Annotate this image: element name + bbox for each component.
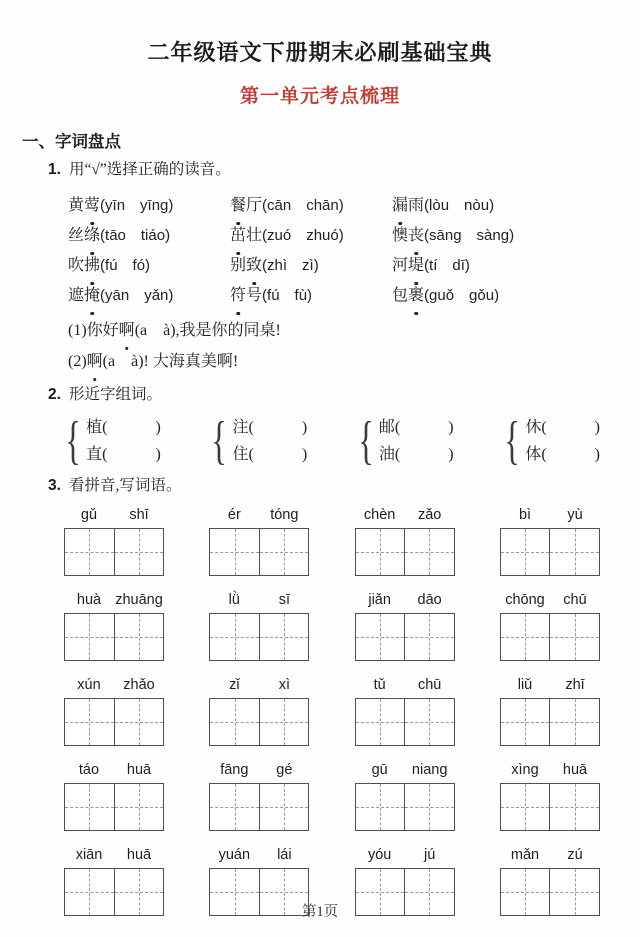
word-characters: 河堤 [392,257,424,274]
word-characters: 符号 [230,287,262,304]
pronunciation-item [392,251,610,281]
pinyin-options: (yān yǎn) [100,287,174,304]
pinyin-options: (zuó zhuó) [262,227,344,244]
pinyin-grid-group [500,507,600,576]
character-writing-grid [500,613,600,661]
pinyin-grid-group [209,592,309,661]
pinyin-label: gū niang [371,762,448,778]
pinyin-label: zǐ xì [229,677,290,693]
example-sentences [68,315,640,377]
pronunciation-item [392,221,610,251]
pronunciation-item [392,281,610,311]
pronunciation-item [230,191,392,221]
pinyin-label: lǜ sī [228,592,290,608]
word-characters: 餐厅 [230,197,262,214]
pronunciation-item [392,191,610,221]
question3-prompt-line [48,475,640,497]
character-writing-grid [500,783,600,831]
pinyin-options: (fú fù) [262,287,313,304]
pinyin-grid-group [209,507,309,576]
pinyin-grid-row [64,762,600,831]
word-blank: 注( ) [232,419,308,436]
word-characters: 遮掩 [68,287,100,304]
brace-group [355,411,454,470]
pronunciation-item [68,191,230,221]
pinyin-grid-group [64,762,164,831]
pinyin-grid-row [64,507,600,576]
pinyin-label: fāng gé [220,762,293,778]
pinyin-label: liǔ zhī [517,677,585,693]
character-writing-grid [355,528,455,576]
pinyin-label: chōng chū [505,592,587,608]
pronunciation-item [230,281,392,311]
pinyin-grid-group [500,677,600,746]
pinyin-label: táo huā [78,762,152,778]
section-heading: 一、字词盘点 [22,133,121,151]
pronunciation-item [68,251,230,281]
brace-group [501,411,600,470]
character-writing-grid [355,613,455,661]
character-writing-grid [355,783,455,831]
word-characters: 漏雨 [392,197,424,214]
question2-prompt: 形近字组词。 [68,386,162,403]
word-blank: 休( ) [525,419,600,436]
pronunciation-items [68,191,610,311]
pinyin-options: (guǒ gǒu) [424,287,500,304]
pinyin-grid-group [355,507,455,576]
pinyin-label: gǔ shī [80,507,149,523]
question2-number: 2. [48,386,61,403]
word-characters: 茁壮 [230,227,262,244]
pinyin-label: jiǎn dāo [368,592,442,608]
question1-number: 1. [48,161,61,178]
pinyin-label: huà zhuāng [76,592,163,608]
word-blank: 住( ) [232,446,308,463]
character-writing-grid [209,528,309,576]
word-characters: 吹拂 [68,257,100,274]
pinyin-grid-group [64,677,164,746]
word-characters: 懊丧 [392,227,424,244]
question2-prompt-line [48,384,640,406]
page-subtitle: 第一单元考点梳理 [239,86,400,107]
character-writing-grid [209,783,309,831]
pinyin-grid-group [64,507,164,576]
pronunciation-item [230,251,392,281]
word-characters: 别致 [230,257,262,274]
pronunciation-item [68,281,230,311]
pinyin-options: (sāng sàng) [424,227,515,244]
word-blank: 体( ) [525,446,600,463]
page-number: 第1页 [301,904,339,920]
word-characters: 丝绦 [68,227,100,244]
brace-glyph: { [65,411,81,470]
pronunciation-item [230,221,392,251]
pinyin-grid-group [64,592,164,661]
brace-glyph: { [358,411,374,470]
brace-group [62,411,161,470]
pinyin-options: (zhì zì) [262,257,319,274]
sentence-1: (1)你好啊(a à),我是你的同桌! [68,315,640,346]
question1-prompt: 用“√”选择正确的读音。 [68,161,231,178]
character-writing-grid [64,528,164,576]
character-writing-grid [64,698,164,746]
brace-group [208,411,308,470]
pronunciation-item [68,221,230,251]
pinyin-label: bì yù [518,507,583,523]
pinyin-label: tǔ chū [373,677,442,693]
brace-glyph: { [504,411,520,470]
pinyin-options: (fú fó) [100,257,151,274]
pinyin-grid-group [209,677,309,746]
pinyin-options: (yīn yīng) [100,197,174,214]
pinyin-grid-group [355,592,455,661]
character-writing-grid [500,698,600,746]
character-writing-grid [355,698,455,746]
word-blank: 直( ) [86,446,161,463]
word-characters: 黄莺 [68,197,100,214]
word-characters: 包裹 [392,287,424,304]
word-blank: 油( ) [378,446,454,463]
pinyin-grid-row [64,592,600,661]
character-writing-grid [500,528,600,576]
pinyin-label: xiān huā [75,847,152,863]
character-writing-grid [209,698,309,746]
character-writing-grid [209,613,309,661]
pinyin-label: ér tóng [227,507,299,523]
pinyin-label: xìng huā [511,762,588,778]
pinyin-writing-section [64,507,600,916]
similar-character-groups [62,411,600,470]
pinyin-options: (tí dī) [424,257,470,274]
question3-number: 3. [48,477,61,494]
pinyin-options: (tāo tiáo) [100,227,171,244]
pinyin-grid-group [209,762,309,831]
pinyin-grid-group [500,592,600,661]
pinyin-grid-group [355,677,455,746]
pinyin-label: chèn zǎo [363,507,442,523]
question1-prompt-line [48,159,640,181]
page-title: 二年级语文下册期末必刷基础宝典 [147,40,493,65]
word-blank: 植( ) [86,419,161,436]
pinyin-grid-group [355,762,455,831]
pinyin-label: xún zhǎo [77,677,155,693]
pinyin-label: yóu jú [367,847,436,863]
pinyin-options: (cān chān) [262,197,344,214]
pinyin-label: mǎn zú [510,847,583,863]
sentence-2: (2)啊(a à)! 大海真美啊! [68,346,640,377]
word-blank: 邮( ) [378,419,454,436]
pinyin-grid-group [500,762,600,831]
character-writing-grid [64,613,164,661]
pinyin-options: (lòu nòu) [424,197,495,214]
character-writing-grid [64,783,164,831]
pinyin-grid-row [64,677,600,746]
question3-prompt: 看拼音,写词语。 [68,477,182,494]
pinyin-label: yuán lái [218,847,292,863]
brace-glyph: { [211,411,228,470]
